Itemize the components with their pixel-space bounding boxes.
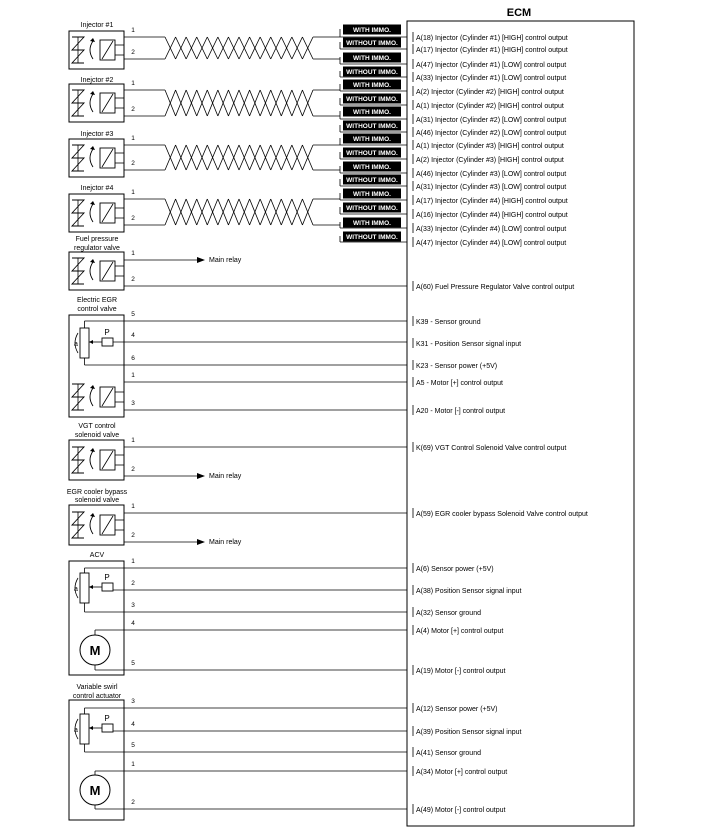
coil-slash [102, 451, 113, 469]
ecm-pin-label: A(12) Sensor power (+5V) [416, 706, 498, 713]
pin-number-fprv: 1 [131, 250, 135, 257]
component-label-egrcb: solenoid valve [74, 497, 120, 504]
ecm-pin-label: A(46) Injector (Cylinder #2) [LOW] control output [416, 130, 567, 137]
ecm-pin-label: A(6) Sensor power (+5V) [416, 566, 494, 573]
sensor-p-box [102, 338, 113, 346]
solenoid-symbol-egr [72, 384, 124, 410]
ecm-pin-label: A(31) Injector (Cylinder #3) [LOW] control output [416, 184, 567, 191]
arrow-head [90, 448, 95, 452]
component-label-inj2: Inejctor #2 [80, 77, 114, 84]
relay-label: Main relay [209, 539, 242, 546]
motor-symbol-acv [80, 635, 110, 665]
spring-arc [90, 262, 93, 280]
immo-tag-label: WITH IMMO. [353, 27, 391, 34]
ecm-pin-label: A(49) Motor [-] control output [416, 807, 506, 814]
component-label-egrcb: EGR cooler bypass [66, 489, 128, 496]
sensor-p-box [102, 583, 113, 591]
motor-m-label: M [89, 783, 101, 798]
sensor-p-box [102, 724, 113, 732]
ecm-pin-label: A(41) Sensor ground [416, 750, 481, 757]
pin-number-acv: 5 [131, 660, 135, 667]
pin-number-acv: 1 [131, 558, 135, 565]
arrow-head [90, 385, 95, 389]
component-label-vgt: VGT control [78, 423, 116, 430]
motor-m-label: M [89, 643, 101, 658]
immo-tag-label: WITHOUT IMMO. [346, 234, 398, 241]
ecm-pin-label: A(33) Injector (Cylinder #4) [LOW] control output [416, 226, 567, 233]
coil-slash [102, 262, 113, 280]
spring-arc [90, 388, 93, 406]
immo-tag-label: WITHOUT IMMO. [346, 150, 398, 157]
pin-number-inj2: 1 [131, 80, 135, 87]
pin-number-inj4: 2 [131, 215, 135, 222]
relay-arrow [197, 257, 205, 263]
position-sensor-symbol-acv [74, 568, 113, 610]
immo-tag-label: WITH IMMO. [353, 164, 391, 171]
spring-arc [90, 94, 93, 112]
component-label-inj4: Inejctor #4 [80, 185, 114, 192]
ecm-pin-label: A(39) Position Sensor signal input [416, 729, 522, 736]
ecm-pin-label: A(4) Motor [+] control output [416, 628, 504, 635]
spring-arc [90, 149, 93, 167]
component-label-vsa: control actuator [72, 693, 122, 700]
rotation-label: a [74, 341, 78, 348]
solenoid-symbol-inj3 [72, 145, 124, 171]
immo-tag-label: WITH IMMO. [353, 220, 391, 227]
immo-tag-label: WITHOUT IMMO. [346, 205, 398, 212]
component-label-egr: Electric EGR [76, 297, 118, 304]
immo-tag-label: WITH IMMO. [353, 82, 391, 89]
component-label-egr: control valve [77, 306, 117, 313]
ecm-pin-label: K23 - Sensor power (+5V) [416, 363, 498, 370]
twisted-pair-inj4 [124, 199, 340, 225]
resistor-body [80, 573, 89, 603]
solenoid-symbol-inj1 [72, 37, 124, 63]
ecm-pin-label: A(17) Injector (Cylinder #4) [HIGH] control output [416, 198, 568, 205]
pin-number-vgt: 1 [131, 437, 135, 444]
pin-number-acv: 2 [131, 580, 135, 587]
component-label-vgt: solenoid valve [74, 432, 120, 439]
component-label-inj3: Injector #3 [80, 131, 114, 138]
relay-label: Main relay [209, 473, 242, 480]
pin-number-vsa: 2 [131, 799, 135, 806]
pin-number-egr: 3 [131, 400, 135, 407]
pin-number-vsa: 1 [131, 761, 135, 768]
coil-slash [102, 94, 113, 112]
pin-number-acv: 4 [131, 620, 135, 627]
ecm-pin-label: A(19) Motor [-] control output [416, 668, 506, 675]
ecm-pin-label: A(46) Injector (Cylinder #3) [LOW] control output [416, 171, 567, 178]
arrow-head [90, 513, 95, 517]
ecm-pin-label: A(2) Injector (Cylinder #3) [HIGH] control output [416, 157, 564, 164]
arrow-head [90, 38, 95, 42]
immo-tag-label: WITH IMMO. [353, 136, 391, 143]
pin-number-egr: 4 [131, 332, 135, 339]
rotation-label: a [74, 586, 78, 593]
immo-tag-label: WITHOUT IMMO. [346, 123, 398, 130]
immo-tag-label: WITHOUT IMMO. [346, 177, 398, 184]
solenoid-symbol-inj2 [72, 90, 124, 116]
ecm-pin-label: A(31) Injector (Cylinder #2) [LOW] control output [416, 117, 567, 124]
ecm-pin-label: A(2) Injector (Cylinder #2) [HIGH] control output [416, 89, 564, 96]
spring-arc [90, 451, 93, 469]
immo-tag-label: WITH IMMO. [353, 191, 391, 198]
motor-symbol-vsa [80, 775, 110, 805]
sensor-p-label: P [104, 328, 110, 337]
immo-tag-label: WITHOUT IMMO. [346, 69, 398, 76]
pin-number-inj1: 1 [131, 27, 135, 34]
ecm-pin-label: A(38) Position Sensor signal input [416, 588, 522, 595]
solenoid-symbol-inj4 [72, 200, 124, 226]
ecm-pin-label: A(32) Sensor ground [416, 610, 481, 617]
pin-number-vsa: 5 [131, 742, 135, 749]
labels-layer [67, 22, 588, 814]
wiper-arrow [89, 340, 93, 344]
pin-number-inj3: 1 [131, 135, 135, 142]
ecm-pin-label: A(47) Injector (Cylinder #1) [LOW] control output [416, 62, 567, 69]
pin-number-vgt: 2 [131, 466, 135, 473]
arrow-head [90, 146, 95, 150]
solenoid-symbol-vgt [72, 447, 124, 473]
pin-number-fprv: 2 [131, 276, 135, 283]
ecm-pin-label: A(17) Injector (Cylinder #1) [HIGH] control output [416, 47, 568, 54]
twisted-pair-inj1 [124, 37, 340, 59]
coil-slash [102, 516, 113, 534]
pin-number-inj2: 2 [131, 106, 135, 113]
ecm-pin-label: A(47) Injector (Cylinder #4) [LOW] control output [416, 240, 567, 247]
pin-number-vsa: 3 [131, 698, 135, 705]
ecm-pin-label: K31 - Position Sensor signal input [416, 341, 522, 348]
component-label-inj1: Injector #1 [80, 22, 114, 29]
ecm-pin-label: A(60) Fuel Pressure Regulator Valve control output [416, 284, 575, 291]
coil-slash [102, 204, 113, 222]
resistor-body [80, 328, 89, 358]
resistor-body [80, 714, 89, 744]
pin-number-vsa: 4 [131, 721, 135, 728]
immo-tag-label: WITHOUT IMMO. [346, 40, 398, 47]
ecm-pin-label: A(1) Injector (Cylinder #3) [HIGH] control output [416, 143, 564, 150]
relay-arrow [197, 473, 205, 479]
relay-arrow [197, 539, 205, 545]
arrow-head [90, 91, 95, 95]
sensor-p-label: P [104, 573, 110, 582]
twisted-pair-inj3 [124, 145, 340, 170]
ecm-pin-label: K39 - Sensor ground [416, 319, 481, 326]
ecm-pin-label: K(69) VGT Control Solenoid Valve control output [416, 445, 567, 452]
ecm-pin-label: A20 - Motor [-] control output [416, 408, 506, 415]
pin-number-inj3: 2 [131, 160, 135, 167]
pin-number-egrcb: 1 [131, 503, 135, 510]
spring-arc [90, 204, 93, 222]
component-label-fprv: regulator valve [74, 245, 120, 252]
coil-slash [102, 388, 113, 406]
arrow-head [90, 201, 95, 205]
pin-number-egr: 1 [131, 372, 135, 379]
component-label-acv: ACV [89, 552, 105, 559]
component-label-vsa: Variable swirl [76, 684, 118, 691]
component-box-vsa [69, 700, 124, 820]
immo-tag-label: WITH IMMO. [353, 55, 391, 62]
solenoid-symbol-fprv [72, 258, 124, 284]
twisted-pair-inj2 [124, 90, 340, 116]
pin-number-egrcb: 2 [131, 532, 135, 539]
immo-tag-label: WITH IMMO. [353, 109, 391, 116]
ecm-pin-label: A(16) Injector (Cylinder #4) [HIGH] control output [416, 212, 568, 219]
arrow-head [90, 259, 95, 263]
pin-number-egr: 5 [131, 311, 135, 318]
wires-layer [85, 29, 414, 814]
wiper-arrow [89, 585, 93, 589]
ecm-pin-label: A(34) Motor [+] control output [416, 769, 508, 776]
ecm-pin-label: A(59) EGR cooler bypass Solenoid Valve control output [416, 511, 588, 518]
coil-slash [102, 41, 113, 59]
position-sensor-symbol-vsa [74, 709, 113, 751]
spring-arc [90, 516, 93, 534]
pin-number-acv: 3 [131, 602, 135, 609]
pin-number-egr: 6 [131, 355, 135, 362]
pin-number-inj4: 1 [131, 189, 135, 196]
relay-label: Main relay [209, 257, 242, 264]
solenoid-symbol-egrcb [72, 512, 124, 538]
symbols-layer [66, 25, 401, 821]
immo-tag-label: WITHOUT IMMO. [346, 96, 398, 103]
rotation-label: a [74, 727, 78, 734]
sensor-p-label: P [104, 714, 110, 723]
pin-number-inj1: 2 [131, 49, 135, 56]
coil-slash [102, 149, 113, 167]
ecm-pin-label: A(18) Injector (Cylinder #1) [HIGH] control output [416, 35, 568, 42]
position-sensor-symbol-egr [74, 323, 113, 365]
ecm-title: ECM [506, 7, 532, 19]
component-label-fprv: Fuel pressure [75, 236, 119, 243]
ecm-pin-label: A(33) Injector (Cylinder #1) [LOW] control output [416, 75, 567, 82]
spring-arc [90, 41, 93, 59]
ecm-pin-label: A(1) Injector (Cylinder #2) [HIGH] control output [416, 103, 564, 110]
ecm-pin-label: A5 - Motor [+] control output [416, 380, 503, 387]
wiper-arrow [89, 726, 93, 730]
